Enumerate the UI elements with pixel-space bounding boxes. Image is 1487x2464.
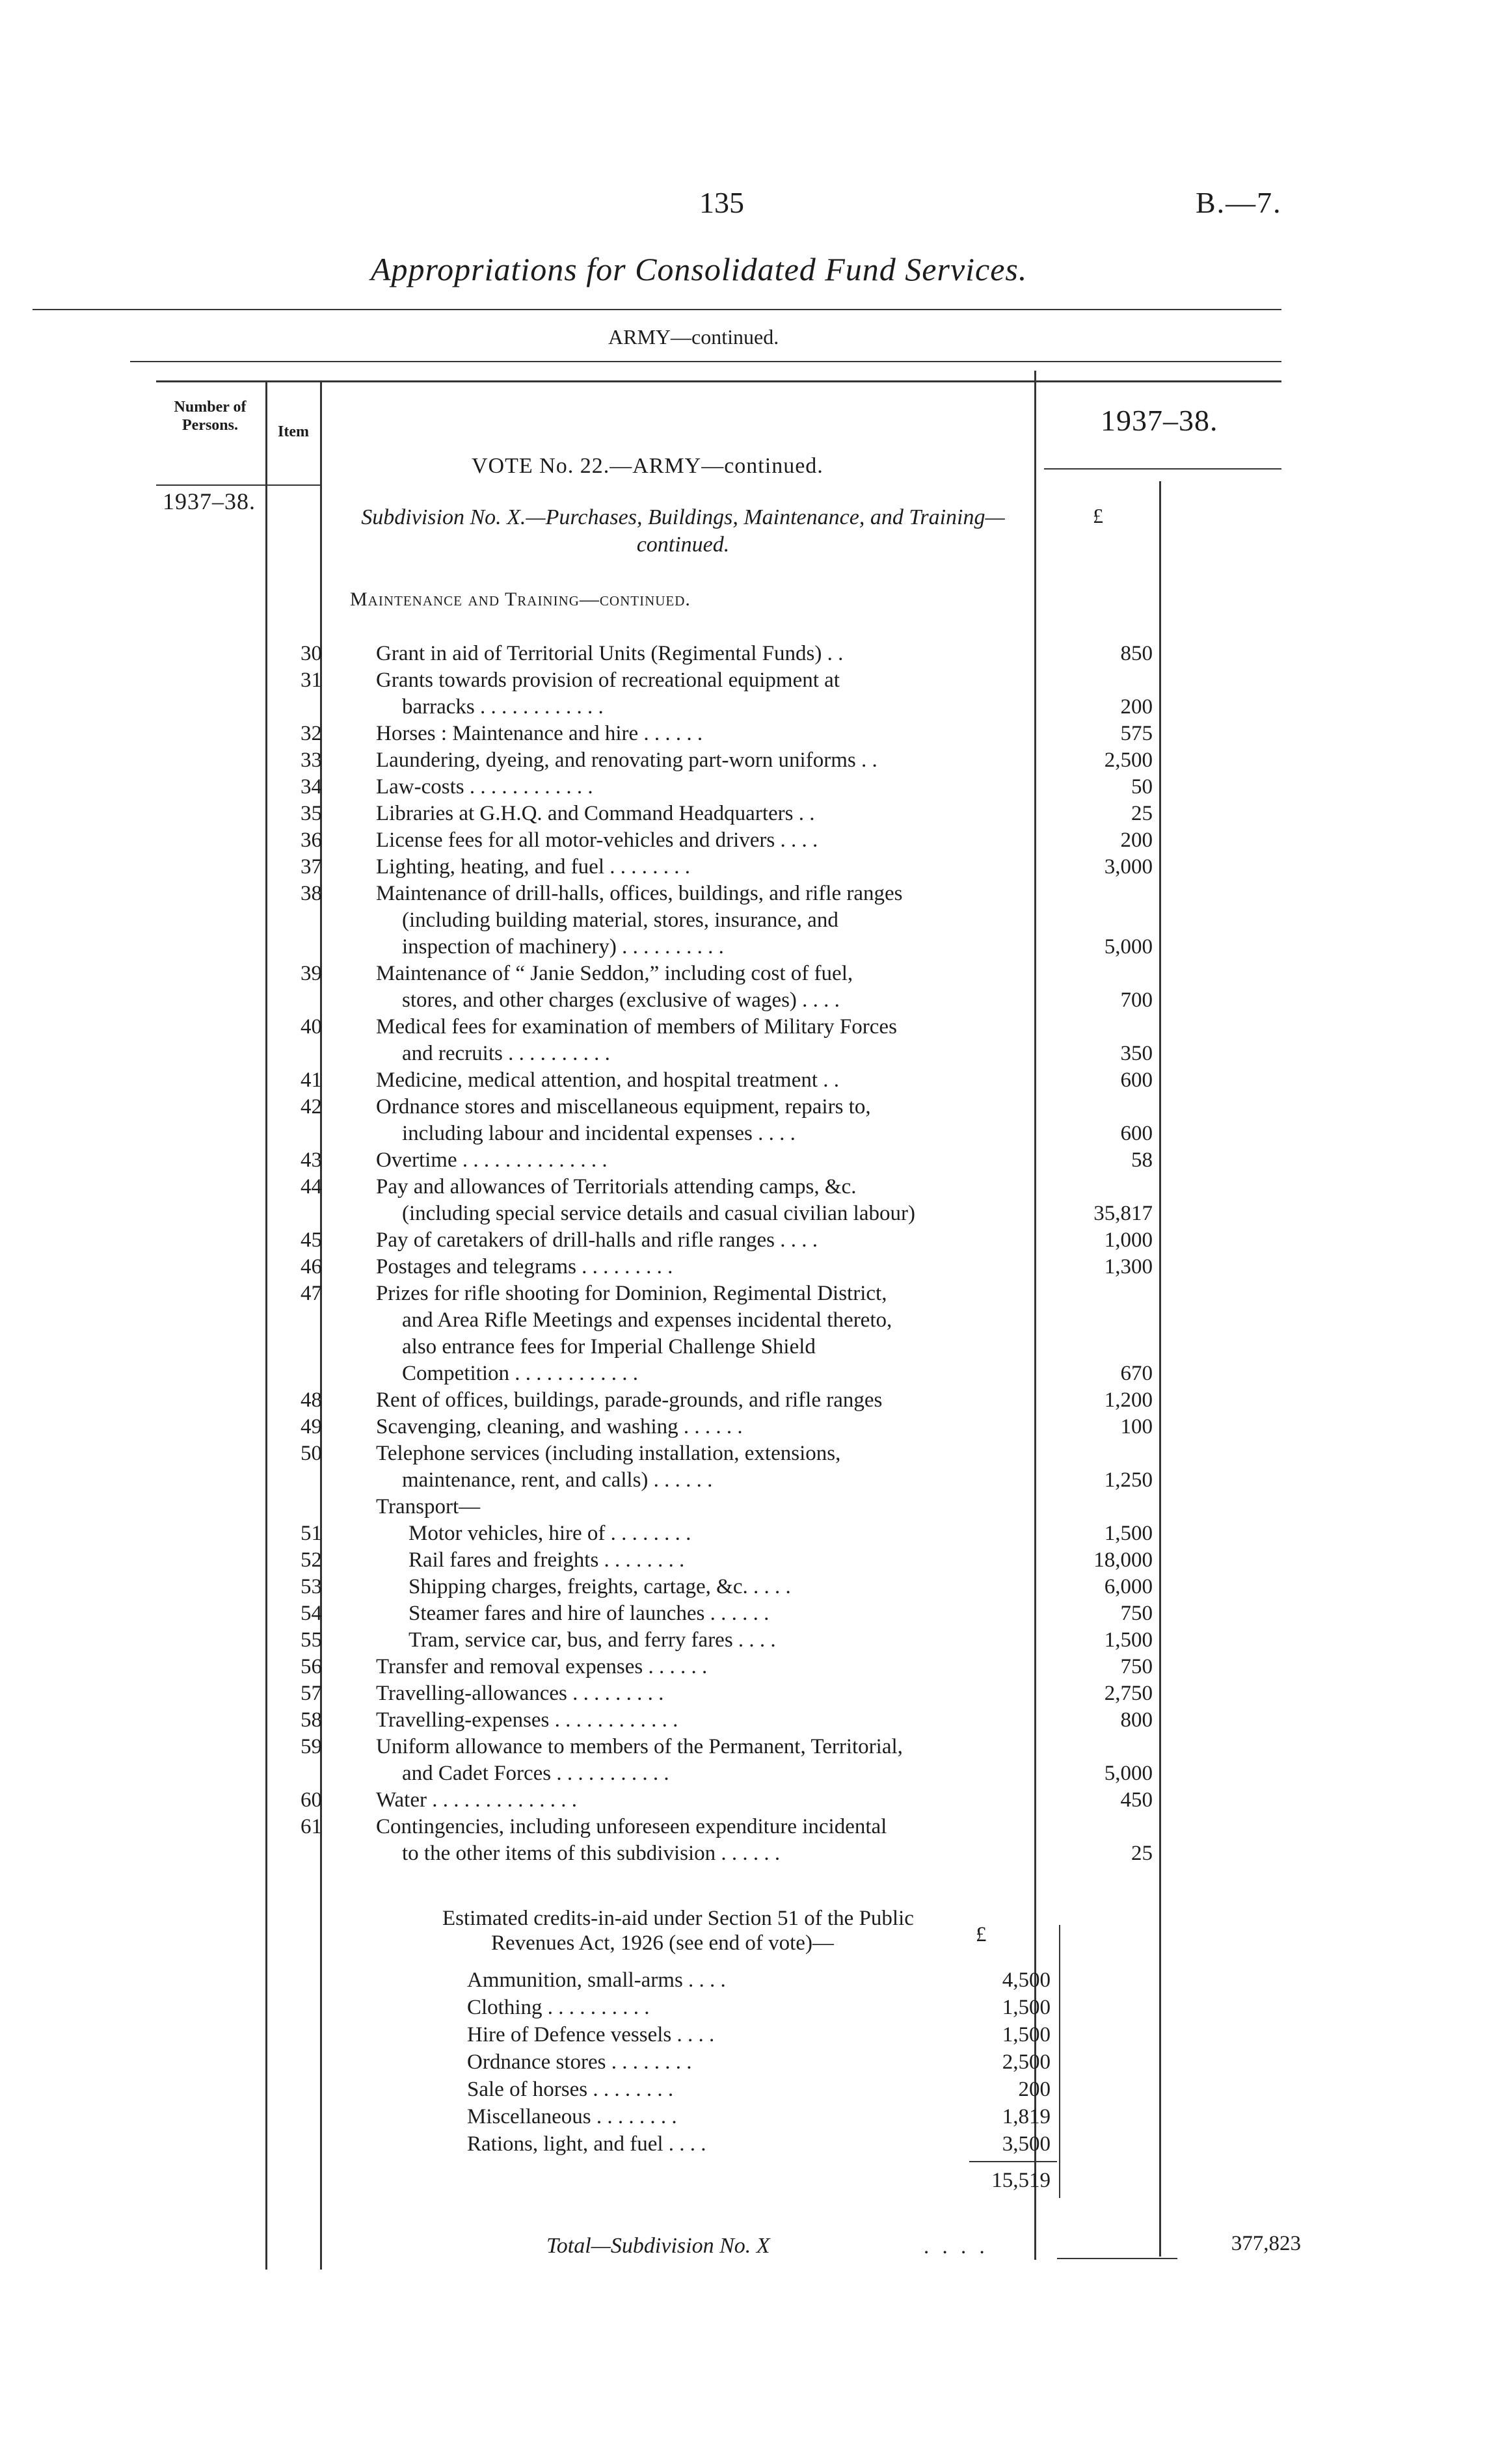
item-amount: 2,500 <box>1104 748 1153 772</box>
item-amount: 35,817 <box>1093 1202 1153 1225</box>
item-number: 31 <box>301 669 322 692</box>
header-right-rule <box>1044 468 1281 470</box>
item-number: 49 <box>301 1415 322 1438</box>
item-amount: 58 <box>1131 1148 1153 1172</box>
table-top-rule <box>156 380 1281 382</box>
item-description-line: Medicine, medical attention, and hospital treatment . . <box>376 1068 840 1092</box>
credit-label: Rations, light, and fuel . . . . <box>467 2132 706 2156</box>
item-number: 48 <box>301 1388 322 1412</box>
item-description-line: License fees for all motor-vehicles and drivers . . . . <box>376 828 818 852</box>
item-description-line: Overtime . . . . . . . . . . . . . . <box>376 1148 608 1172</box>
item-description-line: including labour and incidental expenses . . . . <box>402 1122 796 1145</box>
item-amount: 1,250 <box>1104 1468 1153 1492</box>
credit-label: Sale of horses . . . . . . . . <box>467 2078 674 2101</box>
page-title: Appropriations for Consolidated Fund Services. <box>371 251 1028 287</box>
item-number: 41 <box>301 1068 322 1092</box>
item-description-line: and Area Rifle Meetings and expenses incidental thereto, <box>402 1308 892 1332</box>
item-number: 30 <box>301 642 322 665</box>
item-number: 45 <box>301 1228 322 1252</box>
credits-heading-2: Revenues Act, 1926 (see end of vote)— <box>491 1931 834 1955</box>
item-amount: 750 <box>1120 1602 1153 1625</box>
item-number: 54 <box>301 1602 322 1625</box>
item-description-line: Maintenance of drill-halls, offices, buildings, and rifle ranges <box>376 882 903 905</box>
item-number: 43 <box>301 1148 322 1172</box>
item-number: 56 <box>301 1655 322 1678</box>
item-description-line: and Cadet Forces . . . . . . . . . . . <box>402 1762 669 1785</box>
item-description-line: Rent of offices, buildings, parade-grounds, and rifle ranges <box>376 1388 883 1412</box>
item-amount: 850 <box>1120 642 1153 665</box>
item-description-line: barracks . . . . . . . . . . . . <box>402 695 604 719</box>
credit-label: Miscellaneous . . . . . . . . <box>467 2105 677 2128</box>
item-description-line: Uniform allowance to members of the Permanent, Territorial, <box>376 1735 903 1758</box>
item-amount: 600 <box>1120 1122 1153 1145</box>
item-description-line: (including building material, stores, insurance, and <box>402 908 838 932</box>
item-description-line: Transport— <box>376 1495 481 1518</box>
item-description-line: and recruits . . . . . . . . . . <box>402 1042 610 1065</box>
item-amount: 700 <box>1120 988 1153 1012</box>
credit-amount: 2,500 <box>1002 2050 1051 2074</box>
item-description-line: Laundering, dyeing, and renovating part-worn uniforms . . <box>376 748 877 772</box>
item-amount: 750 <box>1120 1655 1153 1678</box>
item-description-line: to the other items of this subdivision . . . . . . <box>402 1842 781 1865</box>
credits-heading-1: Estimated credits-in-aid under Section 51 of the Public <box>442 1907 914 1930</box>
item-description-line: maintenance, rent, and calls) . . . . . . <box>402 1468 713 1492</box>
header-left-rule <box>156 484 320 486</box>
item-amount: 350 <box>1120 1042 1153 1065</box>
item-number: 52 <box>301 1548 322 1572</box>
total-dots: . . . . <box>924 2235 989 2259</box>
currency-symbol: £ <box>1093 504 1103 527</box>
item-amount: 670 <box>1120 1362 1153 1385</box>
credit-label: Ordnance stores . . . . . . . . <box>467 2050 692 2074</box>
header-item: Item <box>278 423 309 440</box>
item-amount: 800 <box>1120 1708 1153 1732</box>
item-amount: 575 <box>1120 722 1153 745</box>
credits-sum-rule <box>969 2161 1057 2162</box>
item-amount: 1,500 <box>1104 1628 1153 1652</box>
item-description-line: Telephone services (including installation, extensions, <box>376 1442 841 1465</box>
item-number: 60 <box>301 1788 322 1812</box>
item-number: 42 <box>301 1095 322 1119</box>
column-divider-amount <box>1159 481 1161 2257</box>
item-description-line: Prizes for rifle shooting for Dominion, Regimental District, <box>376 1282 887 1305</box>
credits-column-rule <box>1059 1925 1060 2198</box>
item-description-line: Contingencies, including unforeseen expenditure incidental <box>376 1815 887 1838</box>
item-number: 33 <box>301 748 322 772</box>
item-amount: 6,000 <box>1104 1575 1153 1598</box>
item-amount: 3,000 <box>1104 855 1153 879</box>
item-description-line: Grant in aid of Territorial Units (Regimental Funds) . . <box>376 642 844 665</box>
item-number: 37 <box>301 855 322 879</box>
credit-amount: 1,500 <box>1002 2023 1051 2047</box>
item-description-line: Maintenance of “ Janie Seddon,” including cost of fuel, <box>376 962 853 985</box>
item-description-line: Ordnance stores and miscellaneous equipment, repairs to, <box>376 1095 871 1119</box>
item-description-line: Competition . . . . . . . . . . . . <box>402 1362 638 1385</box>
total-amount: 377,823 <box>1231 2232 1301 2255</box>
item-number: 35 <box>301 802 322 825</box>
item-description-line: Libraries at G.H.Q. and Command Headquarters . . <box>376 802 815 825</box>
item-description-line: Motor vehicles, hire of . . . . . . . . <box>409 1522 691 1545</box>
item-description-line: (including special service details and casual civilian labour) <box>402 1202 915 1225</box>
credits-total: 15,519 <box>991 2169 1051 2192</box>
item-description-line: stores, and other charges (exclusive of wages) . . . . <box>402 988 840 1012</box>
item-number: 58 <box>301 1708 322 1732</box>
item-number: 59 <box>301 1735 322 1758</box>
credit-amount: 4,500 <box>1002 1968 1051 1992</box>
item-amount: 5,000 <box>1104 935 1153 959</box>
section-rule <box>130 361 1281 362</box>
item-number: 36 <box>301 828 322 852</box>
item-number: 53 <box>301 1575 322 1598</box>
item-number: 39 <box>301 962 322 985</box>
total-label: Total—Subdivision No. X <box>546 2234 770 2258</box>
item-description-line: Scavenging, cleaning, and washing . . . . . . <box>376 1415 743 1438</box>
item-description-line: Medical fees for examination of members of Military Forces <box>376 1015 897 1039</box>
section-heading: ARMY—continued. <box>608 325 779 349</box>
credit-amount: 3,500 <box>1002 2132 1051 2156</box>
item-amount: 1,000 <box>1104 1228 1153 1252</box>
item-amount: 1,200 <box>1104 1388 1153 1412</box>
item-amount: 200 <box>1120 828 1153 852</box>
year-right: 1937–38. <box>1101 404 1218 437</box>
subdivision-title: Subdivision No. X.—Purchases, Buildings, Maintenance, and Training—continued. <box>361 505 1005 557</box>
item-description-line: Law-costs . . . . . . . . . . . . <box>376 775 593 799</box>
item-number: 51 <box>301 1522 322 1545</box>
item-amount: 100 <box>1120 1415 1153 1438</box>
page-number: 135 <box>699 186 744 219</box>
credit-amount: 1,819 <box>1002 2105 1051 2128</box>
item-description-line: Steamer fares and hire of launches . . . . . . <box>409 1602 770 1625</box>
item-number: 44 <box>301 1175 322 1199</box>
item-amount: 25 <box>1131 1842 1153 1865</box>
credit-label: Hire of Defence vessels . . . . <box>467 2023 715 2047</box>
total-rule <box>1057 2258 1177 2259</box>
item-description-line: Pay of caretakers of drill-halls and rifle ranges . . . . <box>376 1228 818 1252</box>
item-description-line: Lighting, heating, and fuel . . . . . . . . <box>376 855 690 879</box>
column-divider-persons <box>265 380 267 2270</box>
item-number: 61 <box>301 1815 322 1838</box>
item-number: 55 <box>301 1628 322 1652</box>
item-amount: 50 <box>1131 775 1153 799</box>
year-left: 1937–38. <box>163 488 256 514</box>
credit-label: Clothing . . . . . . . . . . <box>467 1996 650 2019</box>
item-amount: 1,300 <box>1104 1255 1153 1278</box>
item-amount: 1,500 <box>1104 1522 1153 1545</box>
item-amount: 600 <box>1120 1068 1153 1092</box>
item-description-line: Shipping charges, freights, cartage, &c. . . . . <box>409 1575 791 1598</box>
item-description-line: also entrance fees for Imperial Challenge Shield <box>402 1335 816 1358</box>
item-description-line: inspection of machinery) . . . . . . . . . . <box>402 935 724 959</box>
item-number: 32 <box>301 722 322 745</box>
item-description-line: Postages and telegrams . . . . . . . . . <box>376 1255 673 1278</box>
credit-amount: 200 <box>1018 2078 1051 2101</box>
item-number: 50 <box>301 1442 322 1465</box>
credit-amount: 1,500 <box>1002 1996 1051 2019</box>
item-description-line: Water . . . . . . . . . . . . . . <box>376 1788 577 1812</box>
item-description-line: Tram, service car, bus, and ferry fares . . . . <box>409 1628 776 1652</box>
credits-currency: £ <box>976 1923 987 1946</box>
item-amount: 450 <box>1120 1788 1153 1812</box>
item-description-line: Horses : Maintenance and hire . . . . . . <box>376 722 703 745</box>
item-description-line: Travelling-allowances . . . . . . . . . <box>376 1682 664 1705</box>
item-number: 38 <box>301 882 322 905</box>
vote-title: VOTE No. 22.—ARMY—continued. <box>472 454 824 478</box>
item-amount: 5,000 <box>1104 1762 1153 1785</box>
item-amount: 25 <box>1131 802 1153 825</box>
item-amount: 2,750 <box>1104 1682 1153 1705</box>
item-number: 47 <box>301 1282 322 1305</box>
item-description-line: Transfer and removal expenses . . . . . . <box>376 1655 708 1678</box>
item-description-line: Rail fares and freights . . . . . . . . <box>409 1548 685 1572</box>
item-number: 34 <box>301 775 322 799</box>
item-description-line: Pay and allowances of Territorials attending camps, &c. <box>376 1175 857 1199</box>
item-number: 40 <box>301 1015 322 1039</box>
document-reference: B.—7. <box>1196 186 1282 219</box>
title-rule <box>33 309 1281 310</box>
item-number: 46 <box>301 1255 322 1278</box>
item-description-line: Travelling-expenses . . . . . . . . . . . . <box>376 1708 678 1732</box>
maintenance-heading: Maintenance and Training—continued. <box>350 589 691 610</box>
item-number: 57 <box>301 1682 322 1705</box>
item-amount: 18,000 <box>1093 1548 1153 1572</box>
item-description-line: Grants towards provision of recreational equipment at <box>376 669 840 692</box>
credit-label: Ammunition, small-arms . . . . <box>467 1968 726 1992</box>
header-number-of-persons: Number of Persons. <box>174 399 247 434</box>
item-amount: 200 <box>1120 695 1153 719</box>
